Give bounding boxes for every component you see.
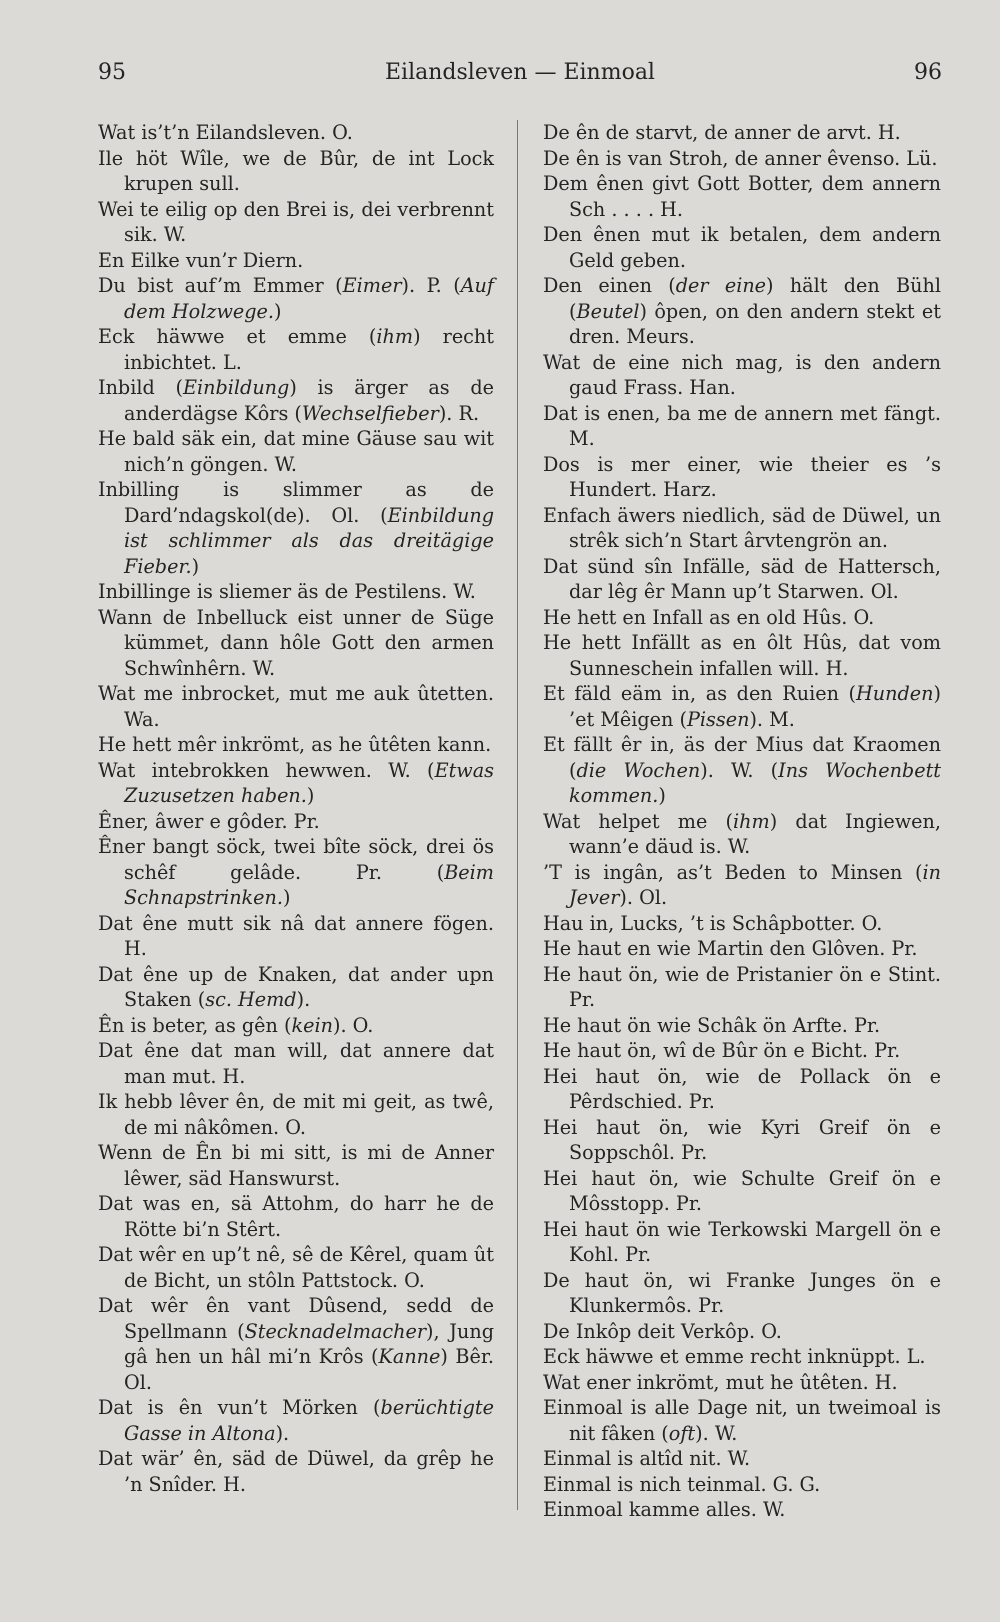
proverb-entry: Ên is beter, as gên (kein). O. — [98, 1013, 374, 1037]
proverb-entry: Êner bangt söck, twei bîte söck, drei ös schêf gelâde. Pr. (Beim Schnapstrinken.) — [98, 835, 494, 909]
proverb-entry: He hett en Infall as en old Hûs. O. — [543, 605, 875, 629]
proverb-entry: Dat êne dat man will, dat annere dat man mut. H. — [98, 1039, 494, 1088]
running-header — [98, 60, 942, 94]
proverb-entry: Den einen (der eine) hält den Bühl (Beutel) ôpen, on den andern stekt et dren. Meurs. — [543, 274, 941, 348]
proverb-entry: Dat was en, sä Attohm, do harr he de Rötte bi’n Stêrt. — [98, 1192, 494, 1241]
proverb-entry: De Inkôp deit Verkôp. O. — [543, 1319, 782, 1343]
proverb-entry: He hett mêr inkrömt, as he ûtêten kann. — [98, 733, 492, 756]
proverb-entry: Einmoal is alle Dage nit, un tweimoal is nit fâken (oft). W. — [543, 1396, 941, 1445]
proverb-entry: Du bist auf’m Emmer (Eimer). P. (Auf dem Holzwege.) — [98, 274, 495, 323]
proverb-entry: Inbilling is slimmer as de Dard’ndagskol(de). Ol. (Einbildung ist schlimmer als das dreitägige Fieber.) — [98, 478, 494, 578]
proverb-entry: He haut ön, wie de Pristanier ön e Stint. Pr. — [543, 962, 941, 1011]
proverb-entry: ’T is ingân, as’t Beden to Minsen (in Jever). Ol. — [543, 860, 941, 909]
proverb-entry: Dem ênen givt Gott Botter, dem annern Sch . . . . H. — [543, 172, 941, 221]
proverb-entry: Inbillinge is sliemer äs de Pestilens. W. — [98, 580, 476, 603]
proverb-entry: Hei haut ön, wie Kyri Greif ön e Soppschôl. Pr. — [543, 1115, 941, 1164]
proverb-entry: Enfach äwers niedlich, säd de Düwel, un strêk sich’n Start ârvtengrön an. — [543, 503, 941, 552]
proverb-entry: De ên is van Stroh, de anner êvenso. Lü. — [543, 146, 938, 170]
proverb-entry: Hei haut ön, wie de Pollack ön e Pêrdschied. Pr. — [543, 1064, 941, 1113]
proverb-entry: Dat wêr ên vant Dûsend, sedd de Spellmann (Stecknadelmacher), Jung gâ hen un hâl mi’n Krôs (Kanne) Bêr. Ol. — [98, 1294, 494, 1394]
proverb-entry: Hei haut ön wie Terkowski Margell ön e Kohl. Pr. — [543, 1217, 941, 1266]
running-title: Eilandsleven — Einmoal — [385, 60, 655, 85]
proverb-entry: Hau in, Lucks, ’t is Schâpbotter. O. — [543, 911, 883, 935]
proverb-entry: Êner, âwer e gôder. Pr. — [98, 809, 320, 833]
right-column — [543, 120, 941, 1523]
proverb-entry: Wat is’t’n Eilandsleven. O. — [98, 121, 353, 144]
proverb-entry: Dos is mer einer, wie theier es ’s Hundert. Harz. — [543, 452, 941, 501]
proverb-entry: He bald säk ein, dat mine Gäuse sau wit nich’n göngen. W. — [98, 427, 494, 476]
proverb-entry: Einmal is nich teinmal. G. G. — [543, 1472, 821, 1496]
proverb-entry: De haut ön, wi Franke Junges ön e Klunkermôs. Pr. — [543, 1268, 941, 1317]
proverb-entry: Den ênen mut ik betalen, dem andern Geld geben. — [543, 223, 941, 272]
proverb-entry: Einmal is altîd nit. W. — [543, 1447, 751, 1470]
proverb-entry: He haut en wie Martin den Glôven. Pr. — [543, 937, 918, 960]
proverb-entry: He haut ön wie Schâk ön Arfte. Pr. — [543, 1013, 881, 1037]
proverb-entry: Wei te eilig op den Brei is, dei verbrennt sik. W. — [98, 197, 494, 246]
proverb-entry: En Eilke vun’r Diern. — [98, 248, 304, 272]
proverb-entry: Dat sünd sîn Infälle, säd de Hattersch, dar lêg êr Mann up’t Starwen. Ol. — [543, 554, 941, 603]
proverb-entry: Dat wêr en up’t nê, sê de Kêrel, quam ût de Bicht, un stôln Pattstock. O. — [98, 1243, 494, 1292]
proverb-entry: He haut ön, wî de Bûr ön e Bicht. Pr. — [543, 1039, 901, 1062]
proverb-entry: Inbild (Einbildung) is ärger as de anderdägse Kôrs (Wechselfieber). R. — [98, 376, 494, 425]
proverb-entry: Wann de Inbelluck eist unner de Süge kümmet, dann hôle Gott den armen Schwînhêrn. W. — [98, 605, 494, 680]
left-column — [98, 120, 494, 1497]
proverb-entry: Eck häwwe et emme (ihm) recht inbichtet. L. — [98, 325, 494, 374]
proverb-entry: Et fällt êr in, äs der Mius dat Kraomen (die Wochen). W. (Ins Wochenbett kommen.) — [543, 733, 941, 807]
proverb-entry: Wenn de Ên bi mi sitt, is mi de Anner lêwer, säd Hanswurst. — [98, 1141, 494, 1190]
proverb-entry: Wat helpet me (ihm) dat Ingiewen, wann’e däud is. W. — [543, 809, 941, 858]
proverb-entry: Wat me inbrocket, mut me auk ûtetten. Wa. — [98, 682, 494, 731]
proverb-entry: Dat êne mutt sik nâ dat annere fögen. H. — [98, 911, 494, 960]
proverb-entry: He hett Infällt as en ôlt Hûs, dat vom Sunneschein infallen will. H. — [543, 631, 941, 680]
proverb-entry: Dat is ên vun’t Mörken (berüchtigte Gasse in Altona). — [98, 1396, 494, 1445]
proverb-entry: Hei haut ön, wie Schulte Greif ön e Môsstopp. Pr. — [543, 1166, 941, 1215]
proverb-entry: Dat wär’ ên, säd de Düwel, da grêp he ’n Snîder. H. — [98, 1447, 494, 1496]
proverb-entry: Ik hebb lêver ên, de mit mi geit, as twê, de mi nâkômen. O. — [98, 1090, 494, 1139]
proverb-entry: De ên de starvt, de anner de arvt. H. — [543, 121, 901, 144]
proverb-entry: Eck häwwe et emme recht inknüppt. L. — [543, 1345, 926, 1368]
proverb-entry: Wat de eine nich mag, is den andern gaud Frass. Han. — [543, 350, 941, 399]
proverb-entry: Einmoal kamme alles. W. — [543, 1498, 786, 1521]
right-page-number: 96 — [914, 60, 942, 85]
proverb-entry: Dat is enen, ba me de annern met fängt. M. — [543, 401, 941, 450]
proverb-entry: Dat êne up de Knaken, dat ander upn Staken (sc. Hemd). — [98, 962, 494, 1011]
proverb-entry: Et fäld eäm in, as den Ruien (Hunden) ’et Mêigen (Pissen). M. — [543, 682, 941, 731]
left-page-number: 95 — [98, 60, 126, 85]
proverb-entry: Ile höt Wîle, we de Bûr, de int Lock krupen sull. — [98, 146, 494, 195]
column-divider — [517, 120, 518, 1510]
proverb-entry: Wat ener inkrömt, mut he ûtêten. H. — [543, 1370, 898, 1394]
proverb-entry: Wat intebrokken hewwen. W. (Etwas Zuzusetzen haben.) — [98, 758, 494, 807]
